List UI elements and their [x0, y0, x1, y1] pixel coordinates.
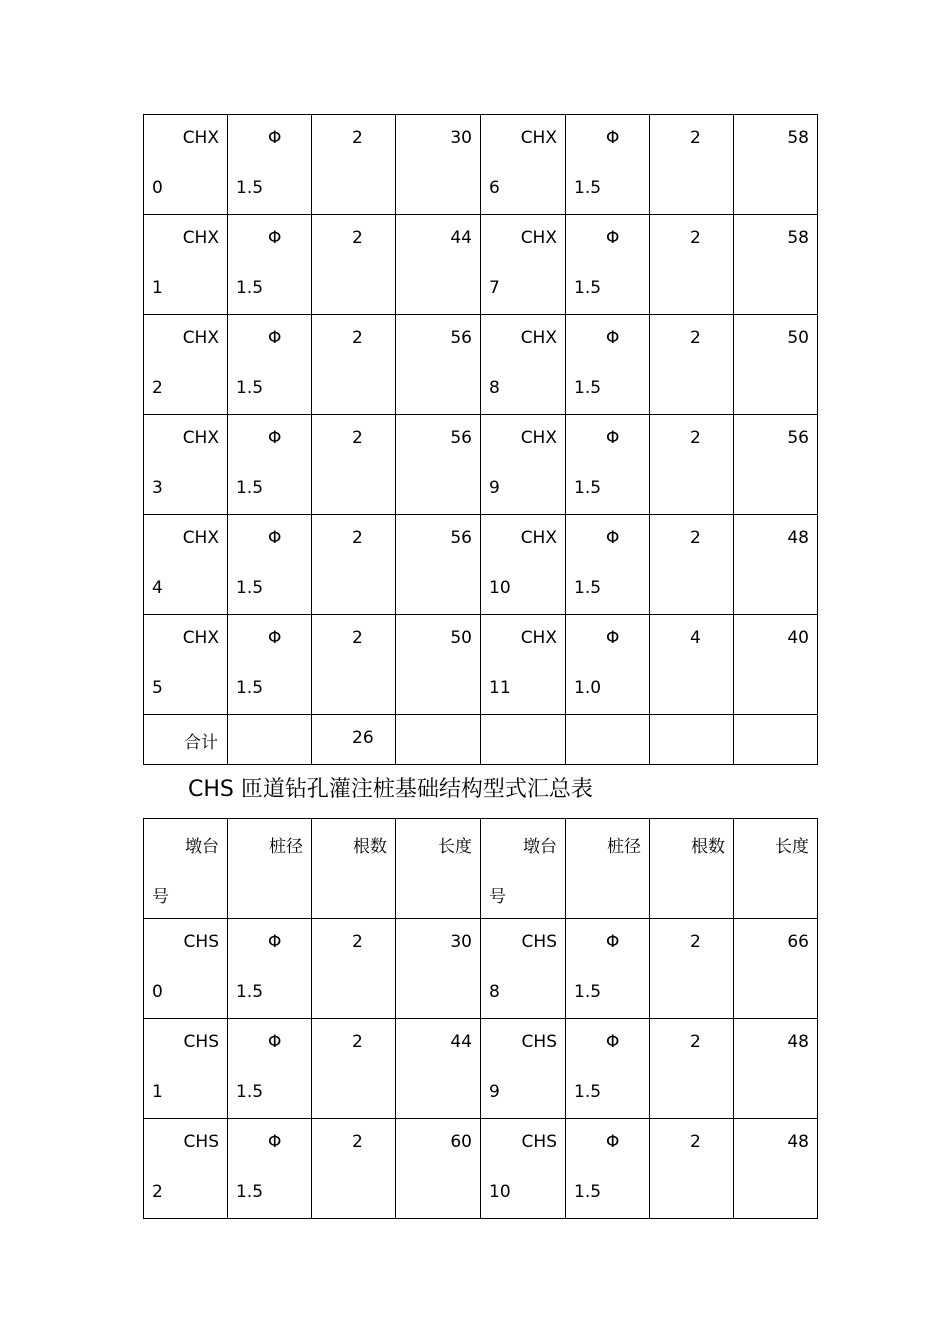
header-count-line1: 根数 — [691, 837, 725, 857]
length-cell-line1: 66 — [787, 932, 809, 952]
length-cell — [734, 1119, 818, 1219]
header-count-line1: 根数 — [353, 837, 387, 857]
length-cell-line1: 48 — [787, 1032, 809, 1052]
diameter-cell-line1: Φ — [606, 628, 620, 648]
count-cell — [312, 919, 396, 1019]
diameter-cell-line2: 1.5 — [236, 982, 264, 1002]
count-cell-line1: 2 — [690, 1132, 701, 1152]
total-label: 合计 — [184, 733, 218, 753]
length-cell — [734, 615, 818, 715]
pier-id-cell-line1: CHS — [183, 1132, 219, 1152]
length-cell — [734, 415, 818, 515]
pier-id-cell-line2: 3 — [152, 478, 163, 498]
pier-id-cell-line1: CHX — [182, 528, 219, 548]
length-cell — [734, 1019, 818, 1119]
count-cell — [312, 215, 396, 315]
length-cell-line1: 48 — [787, 1132, 809, 1152]
length-cell-line1: 30 — [450, 128, 472, 148]
length-cell-line1: 30 — [450, 932, 472, 952]
count-cell-line1: 2 — [352, 528, 363, 548]
count-cell-line1: 2 — [352, 628, 363, 648]
count-cell — [650, 415, 734, 515]
header-diameter-line1: 桩径 — [607, 837, 641, 857]
count-cell — [650, 1019, 734, 1119]
header-row — [144, 819, 818, 919]
pier-id-cell-line2: 9 — [489, 478, 500, 498]
diameter-cell-line2: 1.5 — [574, 578, 602, 598]
pier-id-cell — [144, 1119, 228, 1219]
pier-id-cell — [481, 315, 566, 415]
diameter-cell-line1: Φ — [606, 128, 620, 148]
count-cell — [312, 515, 396, 615]
pier-id-cell — [481, 1019, 566, 1119]
diameter-cell-line1: Φ — [268, 528, 282, 548]
pier-id-cell — [144, 515, 228, 615]
diameter-cell — [566, 1119, 650, 1219]
pier-id-cell-line1: CHX — [182, 628, 219, 648]
length-cell — [734, 919, 818, 1019]
header-diameter — [566, 819, 650, 919]
empty-cell — [650, 715, 734, 765]
count-cell-line1: 2 — [690, 932, 701, 952]
header-pier-id-line2: 号 — [152, 887, 169, 907]
diameter-cell-line1: Φ — [268, 932, 282, 952]
length-cell — [396, 615, 481, 715]
pier-id-cell — [144, 919, 228, 1019]
count-cell — [650, 215, 734, 315]
header-diameter — [228, 819, 312, 919]
table-row — [144, 315, 818, 415]
pier-id-cell — [144, 215, 228, 315]
count-cell-line1: 2 — [690, 128, 701, 148]
header-diameter-line1: 桩径 — [269, 837, 303, 857]
diameter-cell-line2: 1.5 — [236, 1182, 264, 1202]
length-cell-line1: 58 — [787, 228, 809, 248]
pier-id-cell-line1: CHS — [183, 932, 219, 952]
pier-id-cell-line2: 4 — [152, 578, 163, 598]
count-cell-line1: 2 — [352, 428, 363, 448]
table-row — [144, 215, 818, 315]
diameter-cell — [228, 515, 312, 615]
pier-id-cell-line2: 1 — [152, 278, 163, 298]
pier-id-cell — [144, 115, 228, 215]
length-cell — [734, 515, 818, 615]
count-cell — [650, 919, 734, 1019]
diameter-cell — [566, 215, 650, 315]
header-count — [650, 819, 734, 919]
length-cell-line1: 56 — [450, 328, 472, 348]
pier-id-cell-line2: 8 — [489, 378, 500, 398]
diameter-cell-line1: Φ — [268, 128, 282, 148]
diameter-cell-line1: Φ — [268, 428, 282, 448]
pier-id-cell-line1: CHS — [521, 1032, 557, 1052]
pier-id-cell-line2: 10 — [489, 1182, 511, 1202]
pier-id-cell-line1: CHS — [521, 932, 557, 952]
pier-id-cell — [481, 919, 566, 1019]
count-cell — [650, 615, 734, 715]
diameter-cell — [566, 615, 650, 715]
table-row — [144, 1019, 818, 1119]
pier-id-cell — [144, 315, 228, 415]
diameter-cell-line2: 1.5 — [236, 378, 264, 398]
count-cell — [650, 115, 734, 215]
count-cell — [312, 115, 396, 215]
header-length — [396, 819, 481, 919]
length-cell-line1: 56 — [450, 528, 472, 548]
diameter-cell — [566, 115, 650, 215]
count-cell-line1: 2 — [690, 328, 701, 348]
table-row — [144, 615, 818, 715]
table-row — [144, 515, 818, 615]
diameter-cell-line2: 1.5 — [574, 378, 602, 398]
table-row — [144, 919, 818, 1019]
count-cell — [650, 315, 734, 415]
count-cell-line1: 2 — [690, 1032, 701, 1052]
diameter-cell-line2: 1.5 — [574, 178, 602, 198]
length-cell-line1: 56 — [450, 428, 472, 448]
diameter-cell-line2: 1.5 — [236, 1082, 264, 1102]
pier-id-cell — [481, 115, 566, 215]
pier-id-cell-line2: 0 — [152, 982, 163, 1002]
pier-id-cell-line1: CHS — [183, 1032, 219, 1052]
diameter-cell-line2: 1.0 — [574, 678, 602, 698]
length-cell-line1: 50 — [787, 328, 809, 348]
count-cell — [650, 515, 734, 615]
length-cell — [734, 115, 818, 215]
length-cell-line1: 48 — [787, 528, 809, 548]
length-cell — [396, 515, 481, 615]
diameter-cell-line2: 1.5 — [574, 1082, 602, 1102]
length-cell-line1: 44 — [450, 228, 472, 248]
diameter-cell-line2: 1.5 — [236, 578, 264, 598]
table-row — [144, 115, 818, 215]
length-cell — [734, 315, 818, 415]
length-cell-line1: 60 — [450, 1132, 472, 1152]
diameter-cell-line2: 1.5 — [236, 178, 264, 198]
total-row — [144, 715, 818, 765]
diameter-cell-line1: Φ — [606, 328, 620, 348]
total-label-cell — [144, 715, 228, 765]
pile-table-chs — [143, 818, 818, 1219]
count-cell-line1: 2 — [352, 1032, 363, 1052]
count-cell — [312, 1119, 396, 1219]
pier-id-cell-line2: 5 — [152, 678, 163, 698]
pier-id-cell-line1: CHX — [182, 128, 219, 148]
pier-id-cell-line2: 11 — [489, 678, 511, 698]
diameter-cell — [228, 315, 312, 415]
pile-table-chx — [143, 114, 818, 765]
count-cell-line1: 2 — [690, 528, 701, 548]
pier-id-cell-line2: 6 — [489, 178, 500, 198]
count-cell-line1: 2 — [690, 228, 701, 248]
diameter-cell-line1: Φ — [268, 1032, 282, 1052]
diameter-cell — [566, 919, 650, 1019]
diameter-cell — [228, 415, 312, 515]
diameter-cell-line2: 1.5 — [574, 1182, 602, 1202]
diameter-cell-line1: Φ — [268, 628, 282, 648]
table-heading-chs: CHS 匝道钻孔灌注桩基础结构型式汇总表 — [188, 777, 593, 802]
pier-id-cell — [144, 615, 228, 715]
length-cell-line1: 50 — [450, 628, 472, 648]
diameter-cell-line2: 1.5 — [236, 478, 264, 498]
length-cell-line1: 56 — [787, 428, 809, 448]
pier-id-cell-line2: 2 — [152, 1182, 163, 1202]
empty-cell — [481, 715, 566, 765]
pier-id-cell-line2: 0 — [152, 178, 163, 198]
length-cell — [396, 1119, 481, 1219]
length-cell — [396, 919, 481, 1019]
header-length-line1: 长度 — [775, 837, 809, 857]
empty-cell — [734, 715, 818, 765]
pier-id-cell-line2: 10 — [489, 578, 511, 598]
count-cell — [650, 1119, 734, 1219]
pier-id-cell — [481, 515, 566, 615]
diameter-cell — [228, 1019, 312, 1119]
diameter-cell-line2: 1.5 — [236, 278, 264, 298]
count-cell-line1: 2 — [352, 128, 363, 148]
table-row — [144, 1119, 818, 1219]
length-cell-line1: 44 — [450, 1032, 472, 1052]
empty-cell — [566, 715, 650, 765]
diameter-cell-line1: Φ — [606, 228, 620, 248]
diameter-cell-line2: 1.5 — [574, 982, 602, 1002]
diameter-cell-line1: Φ — [606, 428, 620, 448]
diameter-cell-line1: Φ — [606, 1132, 620, 1152]
pier-id-cell-line2: 8 — [489, 982, 500, 1002]
pier-id-cell — [481, 615, 566, 715]
pier-id-cell — [481, 215, 566, 315]
pier-id-cell-line1: CHX — [520, 528, 557, 548]
diameter-cell — [566, 415, 650, 515]
length-cell-line1: 58 — [787, 128, 809, 148]
pier-id-cell-line1: CHX — [520, 428, 557, 448]
header-pier-id-line1: 墩台 — [185, 837, 219, 857]
count-cell — [312, 615, 396, 715]
length-cell — [734, 215, 818, 315]
table-row — [144, 415, 818, 515]
pier-id-cell — [144, 415, 228, 515]
pier-id-cell-line1: CHX — [182, 328, 219, 348]
count-cell-line1: 2 — [690, 428, 701, 448]
header-pier-id — [144, 819, 228, 919]
diameter-cell — [228, 919, 312, 1019]
diameter-cell — [566, 1019, 650, 1119]
header-pier-id-line2: 号 — [489, 887, 506, 907]
empty-cell — [396, 715, 481, 765]
pier-id-cell-line1: CHX — [520, 328, 557, 348]
empty-cell — [228, 715, 312, 765]
diameter-cell-line1: Φ — [268, 1132, 282, 1152]
header-length-line1: 长度 — [438, 837, 472, 857]
diameter-cell-line2: 1.5 — [236, 678, 264, 698]
diameter-cell — [228, 215, 312, 315]
diameter-cell-line1: Φ — [606, 528, 620, 548]
length-cell — [396, 415, 481, 515]
diameter-cell-line2: 1.5 — [574, 278, 602, 298]
pier-id-cell-line1: CHX — [520, 228, 557, 248]
diameter-cell — [566, 515, 650, 615]
diameter-cell — [228, 615, 312, 715]
diameter-cell-line1: Φ — [606, 1032, 620, 1052]
pier-id-cell-line1: CHX — [182, 428, 219, 448]
pier-id-cell-line1: CHX — [520, 128, 557, 148]
diameter-cell-line1: Φ — [268, 228, 282, 248]
count-cell-line1: 2 — [352, 328, 363, 348]
count-cell — [312, 1019, 396, 1119]
diameter-cell — [228, 115, 312, 215]
count-cell-line1: 2 — [352, 228, 363, 248]
total-value: 26 — [352, 728, 374, 748]
total-value-cell — [312, 715, 396, 765]
pier-id-cell-line1: CHS — [521, 1132, 557, 1152]
length-cell — [396, 315, 481, 415]
pier-id-cell — [144, 1019, 228, 1119]
pier-id-cell-line2: 9 — [489, 1082, 500, 1102]
diameter-cell — [566, 315, 650, 415]
count-cell — [312, 415, 396, 515]
diameter-cell-line2: 1.5 — [574, 478, 602, 498]
pier-id-cell-line2: 2 — [152, 378, 163, 398]
pier-id-cell — [481, 415, 566, 515]
pier-id-cell-line2: 1 — [152, 1082, 163, 1102]
count-cell-line1: 2 — [352, 1132, 363, 1152]
length-cell — [396, 215, 481, 315]
length-cell — [396, 115, 481, 215]
header-pier-id-line1: 墩台 — [523, 837, 557, 857]
length-cell — [396, 1019, 481, 1119]
count-cell — [312, 315, 396, 415]
pier-id-cell — [481, 1119, 566, 1219]
diameter-cell-line1: Φ — [268, 328, 282, 348]
pier-id-cell-line1: CHX — [182, 228, 219, 248]
header-pier-id — [481, 819, 566, 919]
pier-id-cell-line1: CHX — [520, 628, 557, 648]
diameter-cell — [228, 1119, 312, 1219]
length-cell-line1: 40 — [787, 628, 809, 648]
count-cell-line1: 2 — [352, 932, 363, 952]
count-cell-line1: 4 — [690, 628, 701, 648]
pier-id-cell-line2: 7 — [489, 278, 500, 298]
diameter-cell-line1: Φ — [606, 932, 620, 952]
header-count — [312, 819, 396, 919]
header-length — [734, 819, 818, 919]
